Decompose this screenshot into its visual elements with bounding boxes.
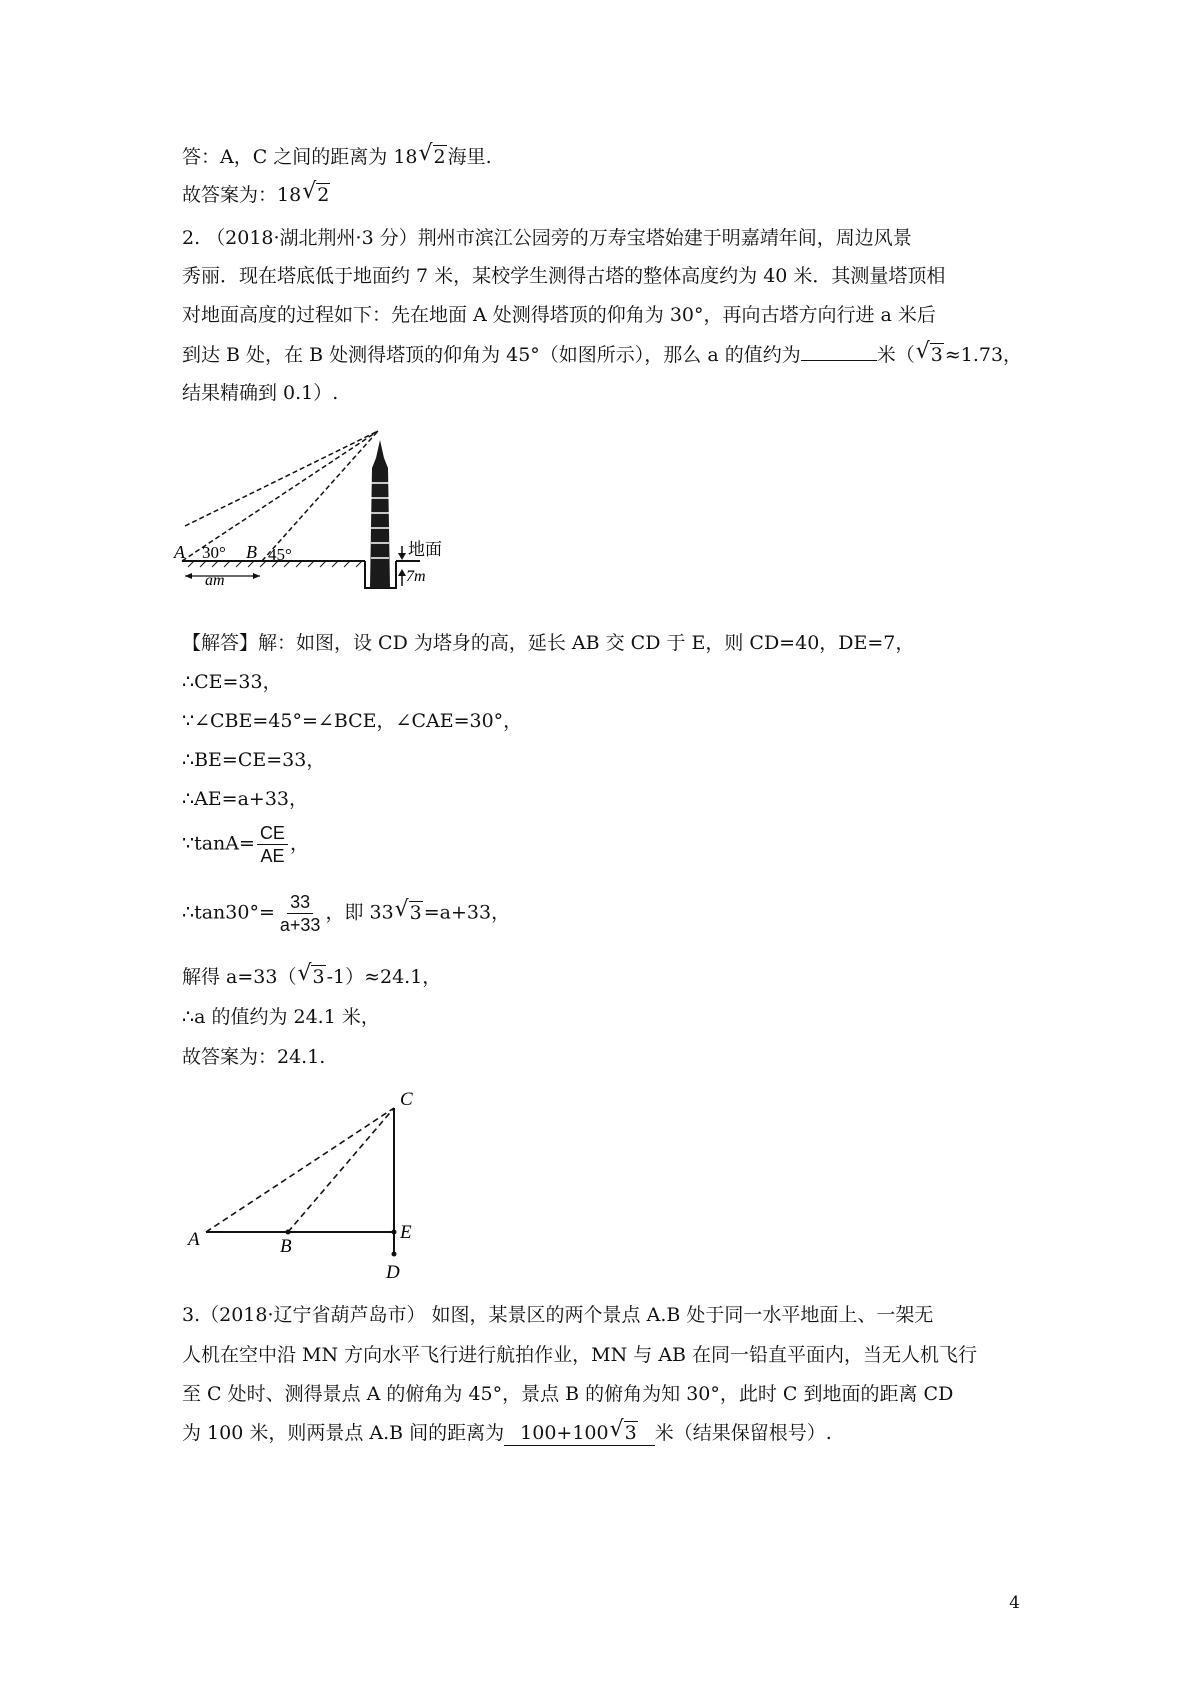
tower-figure [174,428,480,589]
text: 为 100 米，则两景点 A.B 间的距离为 [182,1422,505,1444]
sqrt-3: √ 3 [297,965,325,989]
sqrt-3: √ 3 [916,343,944,367]
solution-line-1: 【解答】解：如图，设 CD 为塔身的高，延长 AB 交 CD 于 E，则 CD=40，DE=7， [182,632,915,654]
solution-line-2: ∴CE=33， [182,671,282,693]
fraction-ce-ae: $\frac{CE}{AE}$ [257,822,288,867]
fig-label-a: A [174,542,185,562]
text: ，即 33 [325,901,394,924]
q3-line-4 [182,1421,832,1446]
text: ∵tanA= [182,832,255,855]
solution-line-10: 故答案为：24.1. [182,1046,326,1068]
text: =a+33， [423,901,511,924]
text: 故答案为：18 [182,184,302,206]
sqrt-2: √ 2 [302,183,330,207]
text: ， [289,832,309,855]
text: -1）≈24.1， [326,966,442,988]
solution-line-8 [182,965,441,989]
solution-line-6 [182,822,309,867]
solution-line-3: ∵∠CBE=45°=∠BCE，∠CAE=30°， [182,710,523,732]
solution-line-9: ∴a 的值约为 24.1 米， [182,1006,380,1028]
text: 答：A，C 之间的距离为 18 [182,146,418,168]
fig2-label-c: C [400,1089,413,1110]
answer-blank [801,342,877,361]
text: 米（ [876,344,915,366]
solution-line-4: ∴BE=CE=33， [182,749,326,771]
q2-line-1: 2. （2018·湖北荆州·3 分）荆州市滨江公园旁的万寿宝塔始建于明嘉靖年间，周边风景 [182,227,912,249]
sqrt-3: √ 3 [610,1421,638,1445]
fraction-33: $\frac{33}{a+33}$ [279,892,321,935]
sqrt-2: √ 2 [419,145,447,169]
text: 到达 B 处，在 B 处测得塔顶的仰角为 45°（如图所示），那么 a 的值约为 [182,344,801,366]
fig-ground-label: 地面 [408,540,442,560]
fig2-label-a: A [188,1229,200,1250]
q3-line-3: 至 C 处时、测得景点 A 的俯角为 45°，景点 B 的俯角为知 30°，此时 C 到地面的距离 CD [182,1383,954,1405]
fig2-label-e: E [400,1222,412,1243]
q2-line-4 [182,342,1022,367]
answer-underline: 100+100√ 3 [504,1421,655,1446]
fig-dist-am: am [205,572,225,589]
sqrt-3: √ 3 [395,901,423,925]
q3-line-2: 人机在空中沿 MN 方向水平飞行进行航拍作业，MN 与 AB 在同一铅直平面内，当无人机飞行 [182,1344,978,1366]
fig-angle-30: 30° [202,543,226,562]
q2-line-2: 秀丽．现在塔底低于地面约 7 米，某校学生测得古塔的整体高度约为 40 米．其测量塔顶相 [182,265,946,287]
text: 米（结果保留根号）. [654,1422,832,1444]
text: 海里. [447,146,492,168]
text: ≈1.73， [944,344,1023,366]
text: ∴tan30°= [182,901,275,924]
final-answer-line [182,183,331,207]
q3-line-1: 3.（2018·辽宁省葫芦岛市） 如图，某景区的两个景点 A.B 处于同一水平地面上、一架无 [182,1304,934,1326]
q2-line-3: 对地面高度的过程如下：先在地面 A 处测得塔顶的仰角为 30°，再向古塔方向行进 a 米后 [182,304,936,326]
fig-label-b: B [246,542,257,562]
page-number: 4 [1009,1593,1020,1613]
solution-line-5: ∴AE=a+33， [182,788,309,810]
fig2-label-b: B [280,1236,292,1257]
q2-line-5: 结果精确到 0.1）. [182,382,339,404]
triangle-figure [180,1080,430,1285]
text: 解得 a=33（ [182,966,297,988]
fig2-label-d: D [386,1262,400,1283]
solution-line-7 [182,891,510,936]
fig-depth: 7m [406,568,426,585]
fig-angle-45: 45° [268,545,292,564]
answer-line [182,145,492,169]
